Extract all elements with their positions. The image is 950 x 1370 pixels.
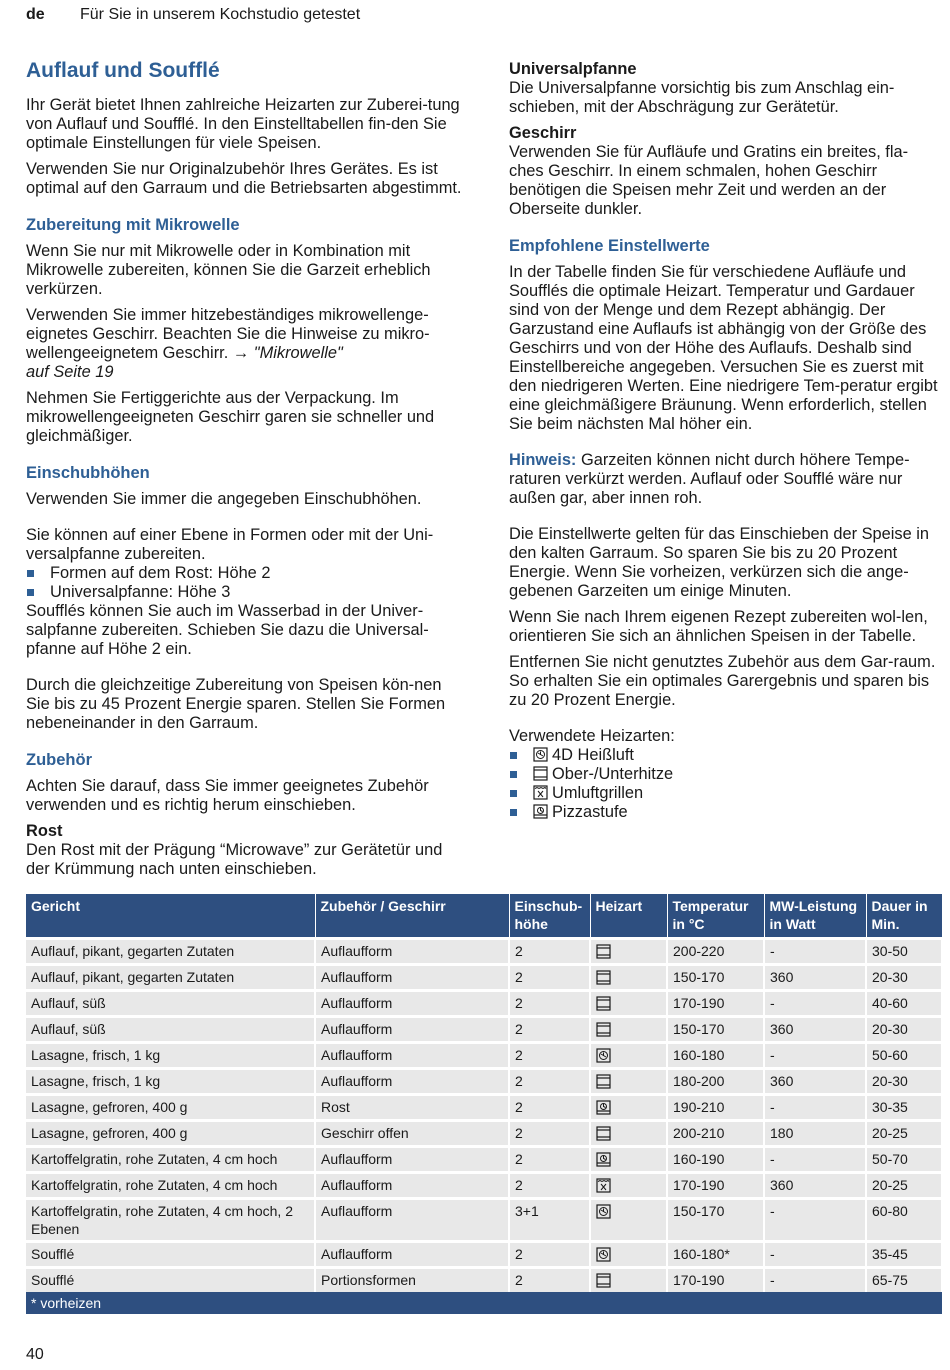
cell-temperature: 160-190 bbox=[667, 1147, 764, 1173]
cell-microwave-power: 180 bbox=[764, 1121, 866, 1147]
table-row bbox=[26, 1173, 942, 1199]
pizza-setting-icon bbox=[596, 1100, 615, 1116]
cell-temperature: 150-170 bbox=[667, 1199, 764, 1242]
cell-heating-mode bbox=[590, 1043, 667, 1069]
levels-paragraph-2: Sie können auf einer Ebene in Formen oder mit der Uni-versalpfanne zubereiten. bbox=[26, 526, 434, 563]
cell-heating-mode bbox=[590, 1017, 667, 1043]
bullet-icon bbox=[510, 771, 517, 778]
top-bottom-heat-icon bbox=[596, 996, 615, 1012]
column-header-dish: Gericht bbox=[26, 894, 315, 939]
cell-level: 2 bbox=[509, 1147, 590, 1173]
cell-accessory: Auflaufform bbox=[315, 991, 509, 1017]
4d-hot-air-icon bbox=[596, 1048, 615, 1064]
bullet-icon bbox=[510, 752, 517, 759]
cross-reference-page[interactable]: auf Seite 19 bbox=[26, 363, 114, 381]
cell-accessory: Auflaufform bbox=[315, 939, 509, 965]
top-bottom-heat-icon bbox=[596, 1074, 615, 1090]
language-code: de bbox=[26, 6, 45, 23]
universal-pan-paragraph: Die Universalpfanne vorsichtig bis zum Anschlag ein-schieben, mit der Abschrägung zur Gerätetür. bbox=[509, 79, 895, 116]
cell-temperature: 200-210 bbox=[667, 1121, 764, 1147]
cell-microwave-power: - bbox=[764, 1199, 866, 1242]
cell-dish: Soufflé bbox=[26, 1268, 315, 1293]
page-number: 40 bbox=[26, 1346, 44, 1363]
table-row bbox=[26, 1043, 942, 1069]
cell-dish: Auflauf, süß bbox=[26, 991, 315, 1017]
column-header-accessory: Zubehör / Geschirr bbox=[315, 894, 509, 939]
list-item: Universalpfanne: Höhe 3 bbox=[26, 583, 462, 602]
cell-dish: Lasagne, frisch, 1 kg bbox=[26, 1069, 315, 1095]
4d-hot-air-icon bbox=[533, 746, 552, 764]
section-title: Auflauf und Soufflé bbox=[26, 59, 220, 82]
cell-microwave-power: - bbox=[764, 1242, 866, 1268]
cell-level: 2 bbox=[509, 1242, 590, 1268]
cell-duration: 35-45 bbox=[866, 1242, 942, 1268]
bullet-icon bbox=[27, 570, 34, 577]
universal-pan-heading: Universalpfanne bbox=[509, 60, 637, 78]
intro-paragraph-1: Ihr Gerät bietet Ihnen zahlreiche Heizarten zur Zuberei-tung von Auflauf und Soufflé. In den Einstelltabellen fin-den Sie optimale Einstellungen für viele Speisen. bbox=[26, 96, 460, 152]
table-row bbox=[26, 1147, 942, 1173]
table-header-row bbox=[26, 894, 942, 939]
cell-accessory: Geschirr offen bbox=[315, 1121, 509, 1147]
table-row bbox=[26, 939, 942, 965]
4d-hot-air-icon bbox=[596, 1247, 615, 1263]
heating-mode-item: Umluftgrillen bbox=[509, 784, 941, 803]
table-row bbox=[26, 965, 942, 991]
recommended-settings-heading: Empfohlene Einstellwerte bbox=[509, 237, 710, 255]
cell-accessory: Rost bbox=[315, 1095, 509, 1121]
cell-duration: 20-30 bbox=[866, 1069, 942, 1095]
rack-heading: Rost bbox=[26, 822, 63, 840]
cell-accessory: Auflaufform bbox=[315, 1043, 509, 1069]
4d-hot-air-icon bbox=[596, 1204, 615, 1220]
cell-level: 3+1 bbox=[509, 1199, 590, 1242]
cell-heating-mode bbox=[590, 1268, 667, 1293]
table-row bbox=[26, 1242, 942, 1268]
cell-dish: Kartoffelgratin, rohe Zutaten, 4 cm hoch bbox=[26, 1147, 315, 1173]
top-bottom-heat-icon bbox=[596, 1126, 615, 1142]
cell-level: 2 bbox=[509, 1173, 590, 1199]
bullet-icon bbox=[510, 809, 517, 816]
cell-level: 2 bbox=[509, 1121, 590, 1147]
column-header-temperature: Temperatur in °C bbox=[667, 894, 764, 939]
cookware-paragraph: Verwenden Sie für Aufläufe und Gratins ein breites, fla-ches Geschirr. In einem schmalen, hohen Geschirr benötigen die Speisen mehr Zeit und werden an der Oberseite dunkler. bbox=[509, 143, 909, 218]
cell-duration: 20-25 bbox=[866, 1173, 942, 1199]
air-grill-icon bbox=[596, 1178, 615, 1194]
pizza-setting-icon bbox=[533, 803, 552, 821]
hint-label: Hinweis: bbox=[509, 451, 577, 469]
cell-dish: Auflauf, süß bbox=[26, 1017, 315, 1043]
cell-microwave-power: 360 bbox=[764, 1069, 866, 1095]
cell-heating-mode bbox=[590, 991, 667, 1017]
header-title: Für Sie in unserem Kochstudio getestet bbox=[80, 6, 361, 23]
cell-level: 2 bbox=[509, 1043, 590, 1069]
cell-temperature: 150-170 bbox=[667, 965, 764, 991]
arrow-right-icon: → bbox=[232, 344, 250, 362]
settings-paragraph-2: Die Einstellwerte gelten für das Einschieben der Speise in den kalten Garraum. So sparen Sie bis zu 20 Prozent Energie. Wenn Sie vorheizen, verkürzen sich die ange-gebenen Garzeiten um einige Minuten. bbox=[509, 525, 930, 600]
cell-microwave-power: - bbox=[764, 1268, 866, 1293]
cell-temperature: 160-180* bbox=[667, 1242, 764, 1268]
heating-mode-item: 4D Heißluft bbox=[509, 746, 941, 765]
table-footnote-row bbox=[26, 1292, 942, 1314]
cell-duration: 50-60 bbox=[866, 1043, 942, 1069]
hint-paragraph: Hinweis: Garzeiten können nicht durch höhere Tempe-raturen verkürzt werden. Auflauf oder Soufflé wäre nur außen gar, aber innen roh. bbox=[509, 451, 910, 507]
top-bottom-heat-icon bbox=[596, 970, 615, 986]
column-header-microwave-power: MW-Leistung in Watt bbox=[764, 894, 866, 939]
cell-heating-mode bbox=[590, 1199, 667, 1242]
cell-microwave-power: - bbox=[764, 1147, 866, 1173]
cell-dish: Kartoffelgratin, rohe Zutaten, 4 cm hoch, 2 Ebenen bbox=[26, 1199, 315, 1242]
cell-temperature: 170-190 bbox=[667, 991, 764, 1017]
left-column bbox=[26, 58, 462, 886]
cell-temperature: 200-220 bbox=[667, 939, 764, 965]
cell-heating-mode bbox=[590, 1147, 667, 1173]
heating-mode-item: Ober-/Unterhitze bbox=[509, 765, 941, 784]
microwave-paragraph-2: Verwenden Sie immer hitzebeständiges mikrowellenge-eignetes Geschirr. Beachten Sie die Hinweise zu mikro-wellengeeignetem Geschirr. → "Mikrowelle" auf Seite 19 bbox=[26, 306, 430, 381]
cell-temperature: 180-200 bbox=[667, 1069, 764, 1095]
settings-paragraph-3: Wenn Sie nach Ihrem eigenen Rezept zubereiten wol-len, orientieren Sie sich an ähnlichen Speisen in der Tabelle. bbox=[509, 608, 928, 645]
top-bottom-heat-icon bbox=[596, 1273, 615, 1289]
cookware-heading: Geschirr bbox=[509, 124, 577, 142]
levels-list bbox=[26, 564, 462, 602]
cell-level: 2 bbox=[509, 1017, 590, 1043]
cell-accessory: Auflaufform bbox=[315, 1173, 509, 1199]
settings-paragraph-4: Entfernen Sie nicht genutztes Zubehör aus dem Gar-raum. So erhalten Sie ein optimales Garergebnis und sparen bis zu 20 Prozent Energie. bbox=[509, 653, 936, 709]
levels-paragraph-1: Verwenden Sie immer die angegeben Einschubhöhen. bbox=[26, 490, 422, 508]
bullet-icon bbox=[510, 790, 517, 797]
recommended-settings-paragraph: In der Tabelle finden Sie für verschiedene Aufläufe und Soufflés die optimale Heizart. Temperatur und Gardauer sind von der Menge und dem Rezept abhängig. Der Garzustand eine Auflaufs ist abhängig von der Größe des Geschirrs und von der Höhe des Auflaufs. Deshalb sind Einstellbereiche angegeben. Versuchen Sie es zuerst mit den niedrigeren Werten. Eine niedrigere Tem-peratur ergibt eine gleichmäßigere Bräunung. Wenn erforderlich, stellen Sie beim nächsten Mal höher ein. bbox=[509, 263, 938, 433]
heating-modes-list bbox=[509, 746, 941, 822]
cell-temperature: 190-210 bbox=[667, 1095, 764, 1121]
cell-microwave-power: - bbox=[764, 939, 866, 965]
microwave-paragraph-1: Wenn Sie nur mit Mikrowelle oder in Kombination mit Mikrowelle zubereiten, können Sie die Garzeit erheblich verkürzen. bbox=[26, 242, 431, 298]
column-header-heating-mode: Heizart bbox=[590, 894, 667, 939]
cell-accessory: Auflaufform bbox=[315, 1199, 509, 1242]
top-bottom-heat-icon bbox=[533, 765, 552, 783]
cell-duration: 65-75 bbox=[866, 1268, 942, 1293]
cell-level: 2 bbox=[509, 1095, 590, 1121]
cell-accessory: Auflaufform bbox=[315, 965, 509, 991]
cell-heating-mode bbox=[590, 1242, 667, 1268]
cell-microwave-power: 360 bbox=[764, 1017, 866, 1043]
cell-dish: Auflauf, pikant, gegarten Zutaten bbox=[26, 939, 315, 965]
cell-level: 2 bbox=[509, 965, 590, 991]
cell-accessory: Auflaufform bbox=[315, 1242, 509, 1268]
table-row bbox=[26, 1095, 942, 1121]
cell-dish: Auflauf, pikant, gegarten Zutaten bbox=[26, 965, 315, 991]
cell-accessory: Auflaufform bbox=[315, 1147, 509, 1173]
list-item: Formen auf dem Rost: Höhe 2 bbox=[26, 564, 462, 583]
cell-microwave-power: 360 bbox=[764, 1173, 866, 1199]
cross-reference-link[interactable]: "Mikrowelle" bbox=[253, 344, 343, 362]
cell-duration: 30-35 bbox=[866, 1095, 942, 1121]
cell-heating-mode bbox=[590, 1173, 667, 1199]
heating-mode-item: Pizzastufe bbox=[509, 803, 941, 822]
accessories-paragraph: Achten Sie darauf, dass Sie immer geeignetes Zubehör verwenden und es richtig herum einschieben. bbox=[26, 777, 429, 814]
air-grill-icon bbox=[533, 784, 552, 802]
table-row bbox=[26, 1069, 942, 1095]
cell-level: 2 bbox=[509, 1069, 590, 1095]
cell-temperature: 170-190 bbox=[667, 1268, 764, 1293]
microwave-paragraph-3: Nehmen Sie Fertiggerichte aus der Verpackung. Im mikrowellengeeigneten Geschirr garen sie schneller und gleichmäßiger. bbox=[26, 389, 435, 445]
top-bottom-heat-icon bbox=[596, 1022, 615, 1038]
settings-table bbox=[26, 894, 943, 1314]
cell-dish: Lasagne, gefroren, 400 g bbox=[26, 1121, 315, 1147]
page-header bbox=[26, 6, 361, 24]
cell-duration: 20-25 bbox=[866, 1121, 942, 1147]
levels-paragraph-4: Durch die gleichzeitige Zubereitung von Speisen kön-nen Sie bis zu 45 Prozent Energie sparen. Stellen Sie Formen nebeneinander in den Garraum. bbox=[26, 676, 446, 732]
heating-modes-heading: Verwendete Heizarten: bbox=[509, 727, 675, 745]
table-row bbox=[26, 1017, 942, 1043]
right-column bbox=[509, 60, 941, 822]
cell-heating-mode bbox=[590, 939, 667, 965]
rack-paragraph: Den Rost mit der Prägung “Microwave” zur Gerätetür und der Krümmung nach unten einschieben. bbox=[26, 841, 443, 878]
column-header-duration: Dauer in Min. bbox=[866, 894, 942, 939]
microwave-heading: Zubereitung mit Mikrowelle bbox=[26, 216, 240, 234]
cell-duration: 30-50 bbox=[866, 939, 942, 965]
cell-duration: 50-70 bbox=[866, 1147, 942, 1173]
table-row bbox=[26, 1268, 942, 1293]
cell-microwave-power: 360 bbox=[764, 965, 866, 991]
accessories-heading: Zubehör bbox=[26, 751, 92, 769]
cell-microwave-power: - bbox=[764, 1095, 866, 1121]
cell-heating-mode bbox=[590, 1121, 667, 1147]
cell-dish: Lasagne, frisch, 1 kg bbox=[26, 1043, 315, 1069]
cell-accessory: Portionsformen bbox=[315, 1268, 509, 1293]
cell-temperature: 160-180 bbox=[667, 1043, 764, 1069]
cell-heating-mode bbox=[590, 965, 667, 991]
cell-duration: 20-30 bbox=[866, 1017, 942, 1043]
cell-dish: Soufflé bbox=[26, 1242, 315, 1268]
cell-level: 2 bbox=[509, 991, 590, 1017]
pizza-setting-icon bbox=[596, 1152, 615, 1168]
cell-duration: 40-60 bbox=[866, 991, 942, 1017]
column-header-level: Einschub-höhe bbox=[509, 894, 590, 939]
levels-heading: Einschubhöhen bbox=[26, 464, 150, 482]
cell-duration: 20-30 bbox=[866, 965, 942, 991]
cell-temperature: 170-190 bbox=[667, 1173, 764, 1199]
footnote: * vorheizen bbox=[26, 1292, 942, 1314]
cell-microwave-power: - bbox=[764, 1043, 866, 1069]
settings-table-wrap bbox=[26, 894, 942, 1314]
top-bottom-heat-icon bbox=[596, 944, 615, 960]
table-row bbox=[26, 1121, 942, 1147]
cell-dish: Kartoffelgratin, rohe Zutaten, 4 cm hoch bbox=[26, 1173, 315, 1199]
cell-accessory: Auflaufform bbox=[315, 1017, 509, 1043]
cell-accessory: Auflaufform bbox=[315, 1069, 509, 1095]
table-row bbox=[26, 991, 942, 1017]
cell-temperature: 150-170 bbox=[667, 1017, 764, 1043]
cell-microwave-power: - bbox=[764, 991, 866, 1017]
bullet-icon bbox=[27, 589, 34, 596]
cell-dish: Lasagne, gefroren, 400 g bbox=[26, 1095, 315, 1121]
intro-paragraph-2: Verwenden Sie nur Originalzubehör Ihres Gerätes. Es ist optimal auf den Garraum und die Betriebsarten abgestimmt. bbox=[26, 160, 462, 197]
cell-heating-mode bbox=[590, 1095, 667, 1121]
cell-heating-mode bbox=[590, 1069, 667, 1095]
table-row bbox=[26, 1199, 942, 1242]
cell-duration: 60-80 bbox=[866, 1199, 942, 1242]
cell-level: 2 bbox=[509, 1268, 590, 1293]
cell-level: 2 bbox=[509, 939, 590, 965]
levels-paragraph-3: Soufflés können Sie auch im Wasserbad in der Univer-salpfanne zubereiten. Schieben Sie dazu die Universal-pfanne auf Höhe 2 ein. bbox=[26, 602, 429, 658]
